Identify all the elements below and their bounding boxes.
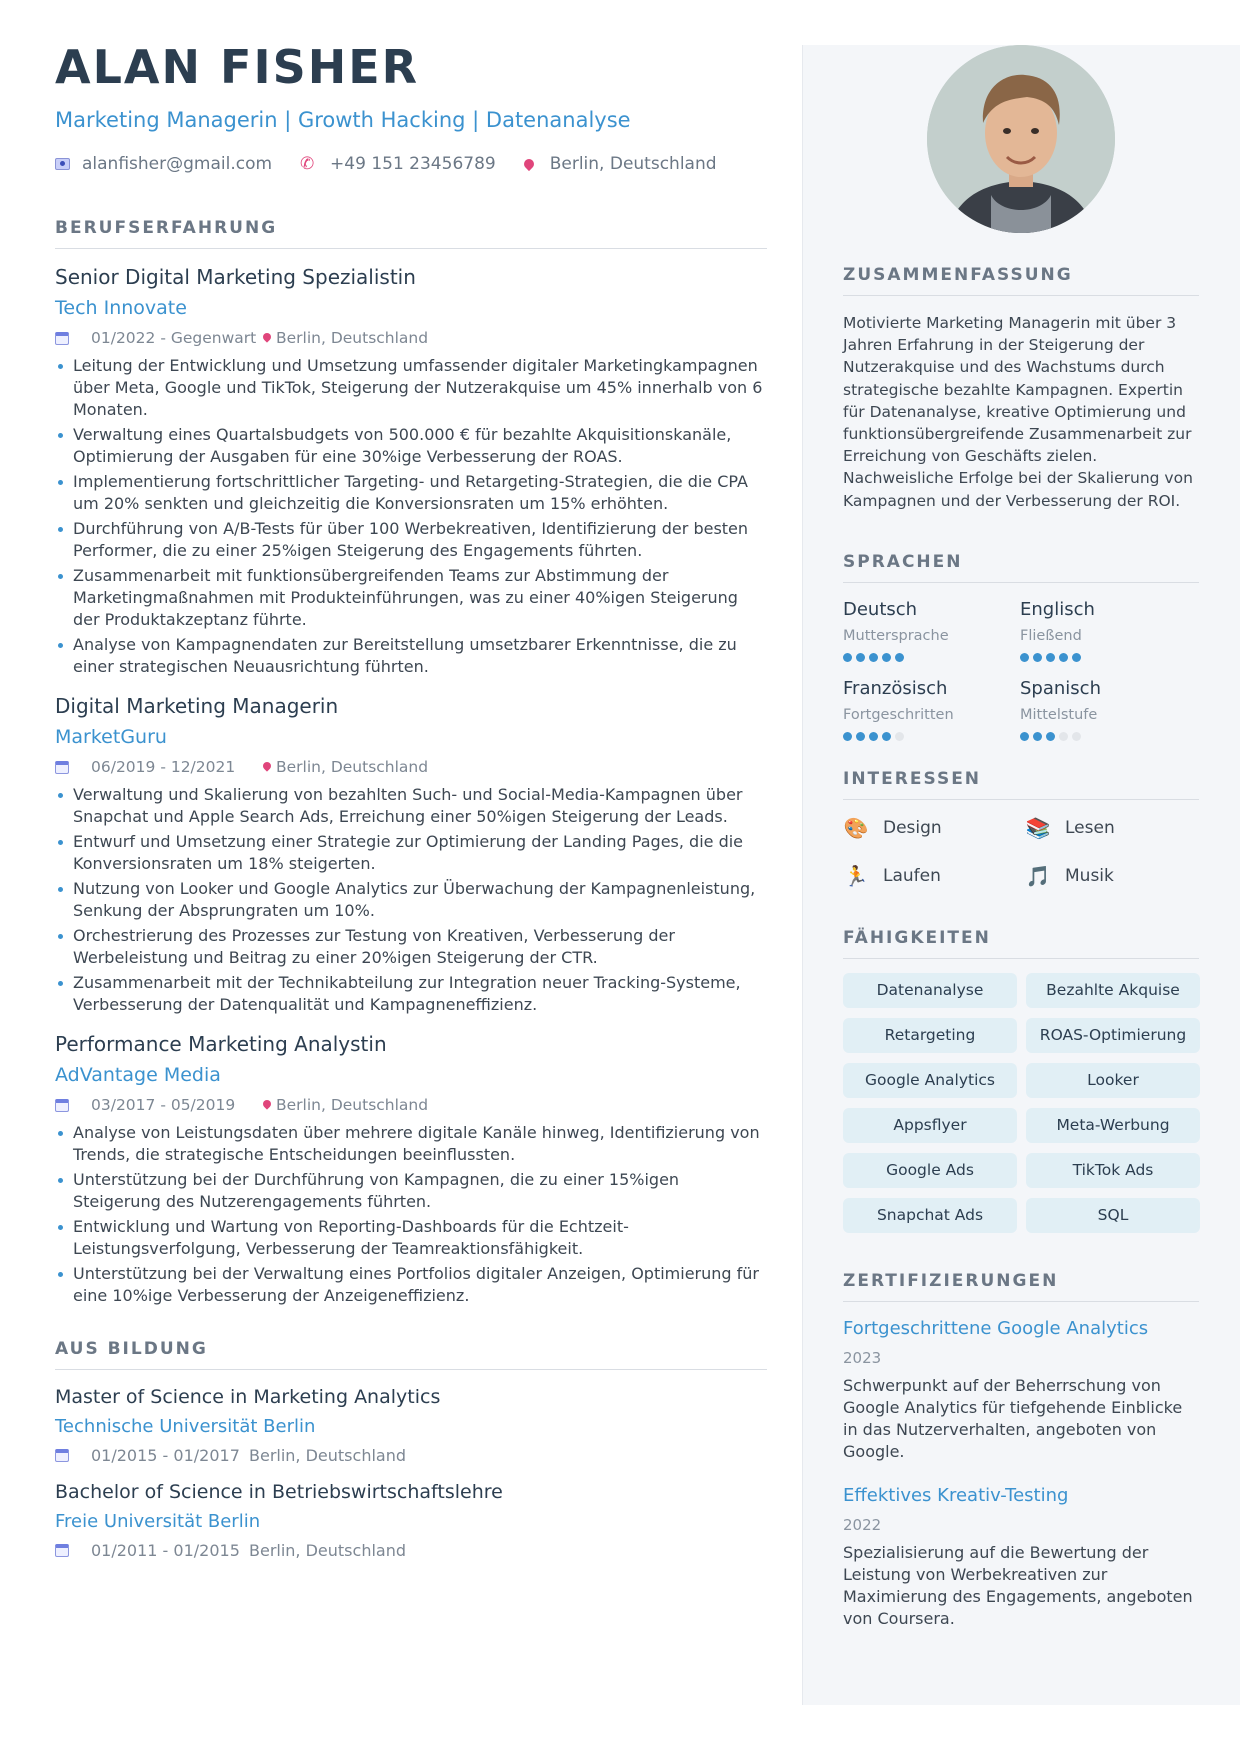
job-bullets [55,784,767,1016]
certification-description: Schwerpunkt auf der Beherrschung von Google Analytics für tiefgehende Einblicke in das Nutzerverhalten, angeboten von Google. [843,1375,1183,1461]
degree-title: Bachelor of Science in Betriebswirtschaftslehre [55,1481,503,1503]
rating-dot [856,653,865,662]
job-entry [55,1032,767,1307]
rating-dot [1046,653,1055,662]
rating-dot [882,732,891,741]
education-list [55,1386,767,1560]
language-rating [843,653,1020,662]
job-company: AdVantage Media [55,1064,221,1086]
job-location: Berlin, Deutschland [276,329,429,347]
language-rating [1020,653,1197,662]
bullet-item: Entwurf und Umsetzung einer Strategie zur Optimierung der Landing Pages, die die Konversionsraten um 18% steigerten. [55,831,767,875]
runner-icon: 🏃 [843,863,869,888]
section-title-certifications: ZERTIFIZIERUNGEN [843,1271,1199,1302]
education-location: Berlin, Deutschland [249,1446,406,1465]
location-pin-icon [522,157,536,171]
rating-dot [1020,653,1029,662]
calendar-icon [55,332,69,345]
education-entry [55,1386,767,1465]
skill-chip: Datenanalyse [843,973,1017,1008]
interests-grid [843,816,1199,888]
profile-photo-illustration [927,45,1115,233]
language-item [1020,678,1197,741]
rating-dot [869,732,878,741]
language-name: Englisch [1020,598,1095,620]
job-title: Performance Marketing Analystin [55,1032,387,1056]
job-title: Digital Marketing Managerin [55,694,339,718]
job-company: Tech Innovate [55,297,187,319]
music-note-icon: 🎵 [1025,863,1051,888]
calendar-icon [55,1449,69,1462]
certification-name: Effektives Kreativ-Testing [843,1484,1069,1506]
bullet-item: Unterstützung bei der Durchführung von Kampagnen, die zu einer 15%igen Steigerung des Nutzerengagements führten. [55,1169,767,1213]
location-pin-icon [261,760,272,771]
skill-chip: Google Analytics [843,1063,1017,1098]
job-bullets [55,355,767,678]
email-text: alanfisher@gmail.com [82,154,273,174]
skill-chip: Meta-Werbung [1026,1108,1200,1143]
language-level: Mittelstufe [1020,706,1098,723]
section-title-experience: BERUFSERFAHRUNG [55,218,767,249]
summary-text: Motivierte Marketing Managerin mit über 3 Jahren Erfahrung in der Steigerung der Nutzerakquise und des Wachstums durch strategische bezahlte Kampagnen. Expertin für Datenanalyse, kreative Optimierung und funktionsübergreifende Zusammenarbeit zur Erreichung von Geschäfts zielen. Nachweisliche Erfolge bei der Skalierung von Kampagnen und der Verbesserung der ROI. [843,314,1193,510]
education-meta [55,1446,767,1465]
rating-dot [869,653,878,662]
books-icon: 📚 [1025,815,1051,840]
rating-dot [1059,653,1068,662]
phone-text: +49 151 23456789 [330,154,496,174]
certification-year: 2022 [843,1515,882,1534]
skill-chip: Appsflyer [843,1108,1017,1143]
language-level: Fließend [1020,627,1082,644]
bullet-item: Unterstützung bei der Verwaltung eines Portfolios digitaler Anzeigen, Optimierung für eine 10%ige Verbesserung der Anzeigeneffizienz. [55,1263,767,1307]
language-name: Deutsch [843,598,918,620]
interest-label: Design [883,817,942,838]
bullet-item: Analyse von Leistungsdaten über mehrere digitale Kanäle hinweg, Identifizierung von Trends, die strategische Entscheidungen beeinflussten. [55,1122,767,1166]
school-name: Technische Universität Berlin [55,1416,316,1437]
section-title-interests: INTERESSEN [843,769,1199,800]
education-dates: 01/2011 - 01/2015 [91,1541,240,1560]
candidate-name: ALAN FISHER [55,40,420,94]
rating-dot [843,732,852,741]
section-title-languages: SPRACHEN [843,552,1199,583]
section-title-skills: FÄHIGKEITEN [843,928,1199,959]
rating-dot [1072,653,1081,662]
bullet-item: Verwaltung eines Quartalsbudgets von 500.000 € für bezahlte Akquisitionskanäle, Optimierung der Ausgaben für eine 30%ige Verbesserung der ROAS. [55,424,767,468]
interest-item [1025,864,1199,888]
interest-label: Lesen [1065,817,1115,838]
language-item [843,599,1020,662]
contact-email[interactable] [55,154,272,174]
interest-item [843,864,1025,888]
phone-icon: ✆ [300,154,315,174]
job-meta [55,758,767,776]
email-icon [55,158,70,170]
bullet-item: Orchestrierung des Prozesses zur Testung von Kreativen, Verbesserung der Werbeleistung und Beitrag zu einer 20%igen Steigerung der CTR. [55,925,767,969]
skill-chip: Retargeting [843,1018,1017,1053]
language-name: Französisch [843,677,948,699]
job-location: Berlin, Deutschland [276,758,429,776]
job-company: MarketGuru [55,726,167,748]
language-rating [1020,732,1197,741]
interest-item [1025,816,1199,840]
skills-grid [843,973,1199,1233]
bullet-item: Zusammenarbeit mit der Technikabteilung zur Integration neuer Tracking-Systeme, Verbesserung der Datenqualität und Kampagneneffizienz. [55,972,767,1016]
bullet-item: Nutzung von Looker und Google Analytics zur Überwachung der Kampagnenleistung, Senkung der Absprungraten um 10%. [55,878,767,922]
bullet-item: Implementierung fortschrittlicher Targeting- und Retargeting-Strategien, die die CPA um 20% senkten und gleichzeitig die Konversionsraten um 15% erhöhten. [55,471,767,515]
certification-entry [843,1485,1199,1630]
language-item [1020,599,1197,662]
language-rating [843,732,1020,741]
rating-dot [882,653,891,662]
job-meta [55,329,767,347]
skill-chip: SQL [1026,1198,1200,1233]
bullet-item: Entwicklung und Wartung von Reporting-Dashboards für die Echtzeit-Leistungsverfolgung, Verbesserung der Teamreaktionsfähigkeit. [55,1216,767,1260]
bullet-item: Analyse von Kampagnendaten zur Bereitstellung umsetzbarer Erkenntnisse, die zu einer strategischen Neuausrichtung führten. [55,634,767,678]
contact-location [524,154,717,174]
language-item [843,678,1020,741]
skill-chip: Google Ads [843,1153,1017,1188]
palette-icon: 🎨 [843,815,869,840]
section-title-education: AUS BILDUNG [55,1339,767,1370]
rating-dot [895,653,904,662]
location-pin-icon [261,331,272,342]
language-level: Muttersprache [843,627,949,644]
language-level: Fortgeschritten [843,706,954,723]
language-name: Spanisch [1020,677,1101,699]
job-entry [55,694,767,1016]
rating-dot [856,732,865,741]
bullet-item: Leitung der Entwicklung und Umsetzung umfassender digitaler Marketingkampagnen über Meta, Google und TikTok, Steigerung der Nutzerakquise um 45% innerhalb von 6 Monaten. [55,355,767,421]
job-location: Berlin, Deutschland [276,1096,429,1114]
rating-dot [1033,732,1042,741]
job-bullets [55,1122,767,1307]
skill-chip: Bezahlte Akquise [1026,973,1200,1008]
interest-label: Laufen [883,865,941,886]
calendar-icon [55,1544,69,1557]
rating-dot [843,653,852,662]
job-entry [55,265,767,678]
education-meta [55,1541,767,1560]
degree-title: Master of Science in Marketing Analytics [55,1386,441,1408]
job-title: Senior Digital Marketing Spezialistin [55,265,416,289]
rating-dot [1033,653,1042,662]
job-dates: 01/2022 - Gegenwart [91,329,257,347]
rating-dot [1072,732,1081,741]
education-entry [55,1481,767,1560]
certification-year: 2023 [843,1348,882,1367]
calendar-icon [55,1099,69,1112]
skill-chip: ROAS-Optimierung [1026,1018,1200,1053]
certification-description: Spezialisierung auf die Bewertung der Leistung von Werbekreativen zur Maximierung des Engagements, angeboten von Coursera. [843,1542,1193,1628]
certification-entry [843,1318,1199,1463]
location-text: Berlin, Deutschland [549,154,717,174]
rating-dot [1020,732,1029,741]
school-name: Freie Universität Berlin [55,1511,261,1532]
contact-bar [55,154,767,174]
profile-photo [927,45,1115,233]
job-meta [55,1096,767,1114]
education-dates: 01/2015 - 01/2017 [91,1446,240,1465]
interest-item [843,816,1025,840]
section-title-summary: ZUSAMMENFASSUNG [843,265,1199,296]
rating-dot [1046,732,1055,741]
skill-chip: Snapchat Ads [843,1198,1017,1233]
main-column [55,40,767,1560]
skill-chip: TikTok Ads [1026,1153,1200,1188]
location-pin-icon [261,1098,272,1109]
languages-grid [843,599,1199,741]
skill-chip: Looker [1026,1063,1200,1098]
interest-label: Musik [1065,865,1114,886]
headline: Marketing Managerin | Growth Hacking | Datenanalyse [55,108,631,132]
job-dates: 03/2017 - 05/2019 [91,1096,236,1114]
rating-dot [1059,732,1068,741]
rating-dot [895,732,904,741]
job-dates: 06/2019 - 12/2021 [91,758,236,776]
sidebar [802,45,1240,1705]
bullet-item: Verwaltung und Skalierung von bezahlten Such- und Social-Media-Kampagnen über Snapchat und Apple Search Ads, Erreichung einer 50%igen Steigerung der Leads. [55,784,767,828]
bullet-item: Durchführung von A/B-Tests für über 100 Werbekreativen, Identifizierung der besten Performer, die zu einer 25%igen Steigerung des Engagements führten. [55,518,767,562]
education-location: Berlin, Deutschland [249,1541,406,1560]
bullet-item: Zusammenarbeit mit funktionsübergreifenden Teams zur Abstimmung der Marketingmaßnahmen mit Produkteinführungen, was zu einer 40%igen Steigerung der Produktakzeptanz führte. [55,565,767,631]
contact-phone[interactable] [300,154,496,174]
certifications-list [843,1318,1199,1630]
experience-list [55,265,767,1307]
certification-name: Fortgeschrittene Google Analytics [843,1317,1149,1339]
calendar-icon [55,761,69,774]
